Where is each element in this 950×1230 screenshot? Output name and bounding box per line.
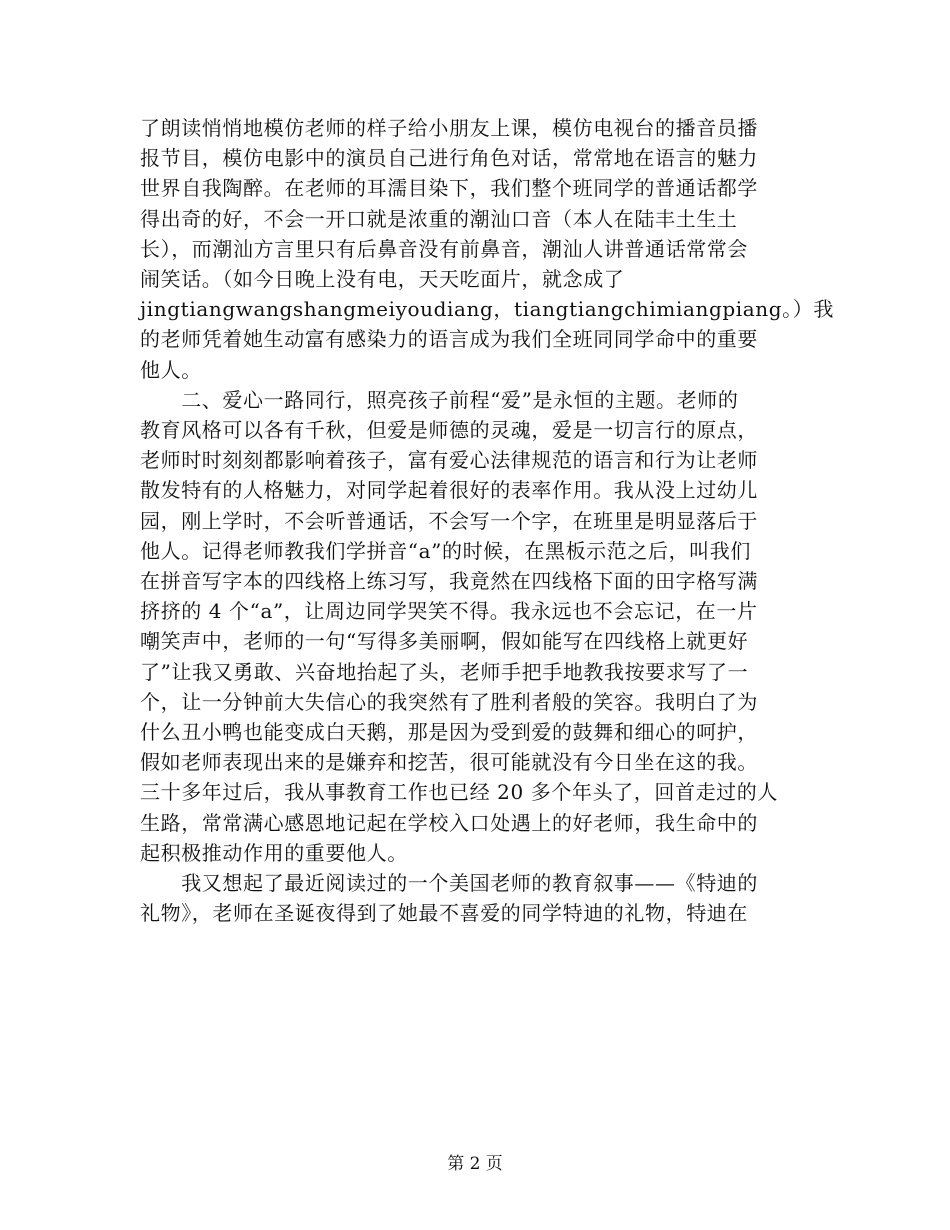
- text-line: 礼物》，老师在圣诞夜得到了她最不喜爱的同学特迪的礼物，特迪在: [140, 901, 748, 926]
- text-line: 世界自我陶醉。在老师的耳濡目染下，我们整个班同学的普通话都学: [140, 176, 758, 201]
- text-line: 了朗读悄悄地模仿老师的样子给小朋友上课，模仿电视台的播音员播: [140, 116, 758, 140]
- text-line: 挤挤的 4 个“a”，让周边同学哭笑不得。我永远也不会忘记，在一片: [140, 599, 758, 624]
- text-line: 在拼音写字本的四线格上练习写，我竟然在四线格下面的田字格写满: [140, 569, 758, 593]
- text-line: 的老师凭着她生动富有感染力的语言成为我们全班同同学命中的重要: [140, 327, 758, 352]
- text-line: 园，刚上学时，不会听普通话，不会写一个字，在班里是明显落后于: [140, 508, 758, 533]
- text-line: 长），而潮汕方言里只有后鼻音没有前鼻音，潮汕人讲普通话常常会: [140, 236, 748, 261]
- text-line: 嘲笑声中，老师的一句“写得多美丽啊，假如能写在四线格上就更好: [140, 629, 749, 654]
- text-line: 我又想起了最近阅读过的一个美国老师的教育叙事——《特迪的: [140, 871, 758, 895]
- text-line: 二、爱心一路同行，照亮孩子前程“爱”是永恒的主题。老师的: [140, 387, 739, 412]
- text-line: 了”让我又勇敢、兴奋地抬起了头，老师手把手地教我按要求写了一: [140, 659, 749, 684]
- text-line: 得出奇的好，不会一开口就是浓重的潮汕口音（本人在陆丰土生土: [140, 206, 738, 231]
- text-line: 假如老师表现出来的是嫌弃和挖苦，很可能就没有今日坐在这的我。: [140, 750, 758, 775]
- text-line: jingtiangwangshangmeiyoudiang，tiangtiangchimiangpiang。）我: [140, 297, 834, 322]
- page-number: 第 2 页: [447, 1154, 503, 1174]
- text-line: 起积极推动作用的重要他人。: [140, 840, 408, 865]
- text-line: 老师时时刻刻都影响着孩子，富有爱心法律规范的语言和行为让老师: [140, 448, 758, 473]
- text-line: 他人。记得老师教我们学拼音“a”的时候，在黑板示范之后，叫我们: [140, 538, 751, 563]
- text-line: 他人。: [140, 357, 202, 382]
- text-line: 三十多年过后，我从事教育工作也已经 20 多个年头了，回首走过的人: [140, 780, 778, 805]
- text-line: 生路，常常满心感恩地记起在学校入口处遇上的好老师，我生命中的: [140, 810, 758, 835]
- text-line: 个，让一分钟前大失信心的我突然有了胜利者般的笑容。我明白了为: [140, 689, 758, 714]
- text-line: 闹笑话。（如今日晚上没有电，天天吃面片，就念成了: [140, 267, 625, 291]
- text-line: 散发特有的人格魅力，对同学起着很好的表率作用。我从没上过幼儿: [140, 478, 758, 503]
- text-line: 报节目，模仿电影中的演员自己进行角色对话，常常地在语言的魅力: [140, 146, 758, 171]
- text-line: 教育风格可以各有千秋，但爱是师德的灵魂，爱是一切言行的原点，: [140, 418, 758, 442]
- text-line: 什么丑小鸭也能变成白天鹅，那是因为受到爱的鼓舞和细心的呵护，: [140, 720, 758, 744]
